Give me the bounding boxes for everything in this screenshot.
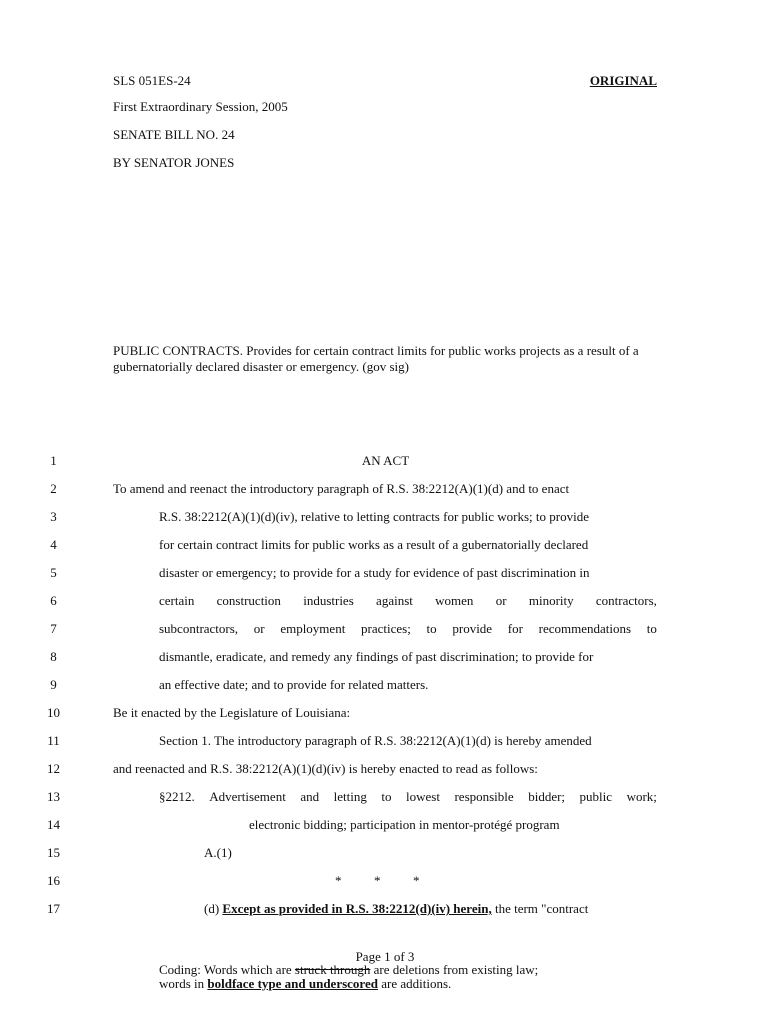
subsection-label: A.(1) xyxy=(204,845,232,860)
word: contractors, xyxy=(595,593,657,608)
word: Advertisement xyxy=(209,789,286,804)
coding-text: Coding: Words which are xyxy=(159,962,295,977)
body-line: Section 1. The introductory paragraph of R.S. 38:2212(A)(1)(d) is hereby amended xyxy=(159,733,592,748)
line-number: 6 xyxy=(50,593,57,608)
bold-example: boldface type and underscored xyxy=(207,976,378,991)
word: or xyxy=(253,621,265,636)
word: public xyxy=(579,789,613,804)
line-number: 13 xyxy=(47,789,60,804)
act-heading: AN ACT xyxy=(361,453,410,468)
line-number: 15 xyxy=(47,845,60,860)
word: letting xyxy=(333,789,367,804)
word: provide xyxy=(452,621,493,636)
line-number: 11 xyxy=(47,733,60,748)
line-number: 14 xyxy=(47,817,60,832)
bill-code: SLS 051ES-24 xyxy=(113,73,191,88)
body-line: disaster or emergency; to provide for a study for evidence of past discrimination in xyxy=(159,565,590,580)
line-number: 9 xyxy=(50,677,57,692)
word: industries xyxy=(303,593,354,608)
coding-line-1 xyxy=(159,963,538,977)
line-prefix: (d) xyxy=(204,901,223,916)
page-number: Page 1 of 3 xyxy=(355,949,415,964)
body-line: an effective date; and to provide for related matters. xyxy=(159,677,429,692)
body-line xyxy=(204,901,588,917)
body-line: for certain contract limits for public works as a result of a gubernatorially declared xyxy=(159,537,589,552)
line-number: 8 xyxy=(50,649,57,664)
author: BY SENATOR JONES xyxy=(113,155,235,170)
word: or xyxy=(495,593,507,608)
line-number: 10 xyxy=(47,705,60,720)
coding-legend xyxy=(159,963,538,991)
omission-asterisks: * * * xyxy=(335,873,420,888)
body-line xyxy=(159,621,657,637)
line-number: 1 xyxy=(50,453,57,468)
word: §2212. xyxy=(159,789,195,804)
enacting-clause: Be it enacted by the Legislature of Louisiana: xyxy=(113,705,351,720)
body-line: R.S. 38:2212(A)(1)(d)(iv), relative to letting contracts for public works; to provide xyxy=(159,509,589,524)
line-number: 7 xyxy=(50,621,57,636)
bill-number: SENATE BILL NO. 24 xyxy=(113,127,235,142)
added-text: Except as provided in R.S. 38:2212(d)(iv) herein, xyxy=(222,901,492,916)
word: work; xyxy=(626,789,657,804)
struck-example: struck through xyxy=(294,962,371,977)
body-line: To amend and reenact the introductory paragraph of R.S. 38:2212(A)(1)(d) and to enact xyxy=(113,481,570,496)
word: construction xyxy=(216,593,281,608)
word: responsible xyxy=(454,789,514,804)
word: against xyxy=(376,593,413,608)
line-number: 17 xyxy=(47,901,60,916)
coding-text: are deletions from existing law; xyxy=(370,962,539,977)
word: to xyxy=(426,621,437,636)
word: and xyxy=(300,789,320,804)
word: certain xyxy=(159,593,195,608)
body-line xyxy=(159,593,657,609)
digest: PUBLIC CONTRACTS. Provides for certain contract limits for public works projects as a result of a gubernatorially declared disaster or emergency. (gov sig) xyxy=(113,343,639,374)
line-number: 3 xyxy=(50,509,57,524)
line-number: 12 xyxy=(47,761,60,776)
body-line: and reenacted and R.S. 38:2212(A)(1)(d)(iv) is hereby enacted to read as follows: xyxy=(113,761,538,776)
body-line: dismantle, eradicate, and remedy any findings of past discrimination; to provide for xyxy=(159,649,594,664)
word: subcontractors, xyxy=(159,621,239,636)
word: minority xyxy=(528,593,574,608)
coding-text: words in xyxy=(159,976,208,991)
word: bidder; xyxy=(528,789,566,804)
line-number: 16 xyxy=(47,873,60,888)
word: to xyxy=(381,789,392,804)
section-heading-cont: electronic bidding; participation in mentor-protégé program xyxy=(249,817,560,832)
coding-text: are additions. xyxy=(377,976,452,991)
line-suffix: the term "contract xyxy=(491,901,589,916)
line-number: 4 xyxy=(50,537,57,552)
line-number: 5 xyxy=(50,565,57,580)
word: recommendations xyxy=(538,621,632,636)
coding-line-2 xyxy=(159,977,538,991)
word: women xyxy=(435,593,474,608)
section-heading xyxy=(159,789,657,805)
line-number: 2 xyxy=(50,481,57,496)
word: practices; xyxy=(361,621,411,636)
word: lowest xyxy=(406,789,440,804)
session: First Extraordinary Session, 2005 xyxy=(113,99,288,114)
word: for xyxy=(507,621,523,636)
status-original: ORIGINAL xyxy=(589,73,657,88)
word: employment xyxy=(280,621,346,636)
word: to xyxy=(646,621,657,636)
